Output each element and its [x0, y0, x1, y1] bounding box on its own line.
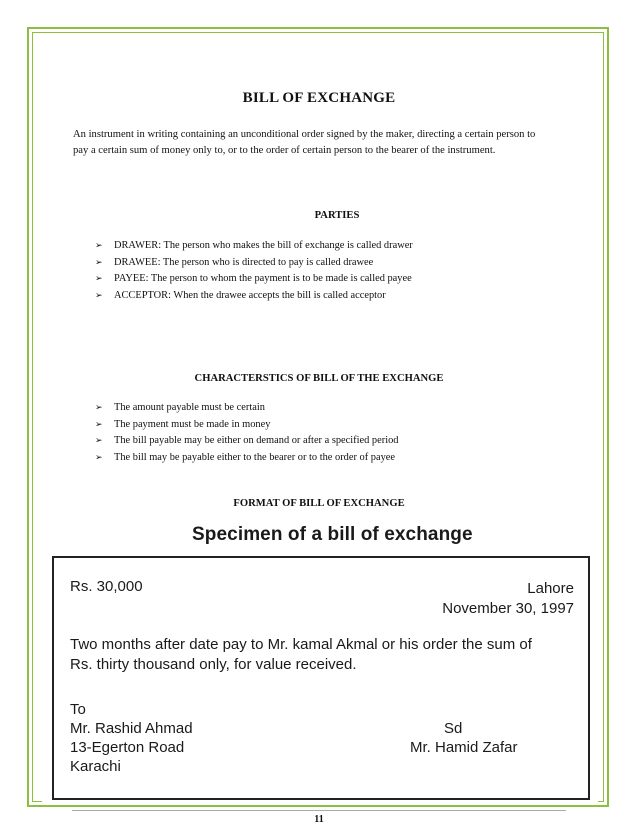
parties-heading: PARTIES	[314, 210, 360, 221]
page-number: 11	[314, 814, 324, 825]
list-item: ➢ ACCEPTOR: When the drawee accepts the bill is called acceptor	[95, 288, 413, 305]
bill-to-label: To	[70, 701, 86, 718]
characteristics-heading: CHARACTERSTICS OF BILL OF THE EXCHANGE	[194, 373, 444, 384]
arrow-bullet-icon: ➢	[95, 274, 103, 284]
list-item: ➢ DRAWEE: The person who is directed to pay is called drawee	[95, 255, 413, 272]
arrow-bullet-icon: ➢	[95, 241, 103, 251]
bill-amount: Rs. 30,000	[70, 578, 143, 595]
list-item: ➢ The amount payable must be certain	[95, 400, 398, 417]
drawer-name: Mr. Hamid Zafar	[410, 739, 518, 756]
characteristics-list	[95, 400, 398, 466]
drawee-city: Karachi	[70, 758, 121, 775]
specimen-bill-box	[52, 556, 590, 800]
list-item: ➢ PAYEE: The person to whom the payment is to be made is called payee	[95, 271, 413, 288]
arrow-bullet-icon: ➢	[95, 290, 103, 301]
list-item: ➢ The payment must be made in money	[95, 417, 398, 434]
arrow-bullet-icon: ➢	[95, 419, 103, 430]
arrow-bullet-icon: ➢	[95, 452, 103, 463]
intro-paragraph: An instrument in writing containing an unconditional order signed by the maker, directing a certain person to pay a certain sum of money only to, or to the order of certain person to the bearer of the instrument.	[73, 129, 536, 156]
bill-place: Lahore	[527, 580, 574, 597]
specimen-image	[42, 512, 598, 804]
footer-divider	[72, 810, 566, 811]
specimen-title: Specimen of a bill of exchange	[192, 524, 473, 545]
arrow-bullet-icon: ➢	[95, 257, 103, 268]
format-heading: FORMAT OF BILL OF EXCHANGE	[233, 498, 405, 509]
bill-date: November 30, 1997	[442, 600, 574, 617]
drawee-name: Mr. Rashid Ahmad	[70, 720, 193, 737]
arrow-bullet-icon: ➢	[95, 403, 103, 413]
list-item: ➢ The bill may be payable either to the bearer or to the order of payee	[95, 450, 398, 467]
list-item: ➢ The bill payable may be either on demand or after a specified period	[95, 433, 398, 450]
signature-mark: Sd	[444, 720, 463, 737]
arrow-bullet-icon: ➢	[95, 436, 103, 446]
drawee-address: 13-Egerton Road	[70, 739, 185, 756]
bill-body-line-2: Rs. thirty thousand only, for value received.	[70, 656, 357, 673]
document-title: BILL OF EXCHANGE	[242, 90, 396, 106]
list-item: ➢ DRAWER: The person who makes the bill of exchange is called drawer	[95, 238, 413, 255]
parties-list	[95, 238, 413, 304]
bill-body-line-1: Two months after date pay to Mr. kamal Akmal or his order the sum of	[70, 636, 532, 653]
